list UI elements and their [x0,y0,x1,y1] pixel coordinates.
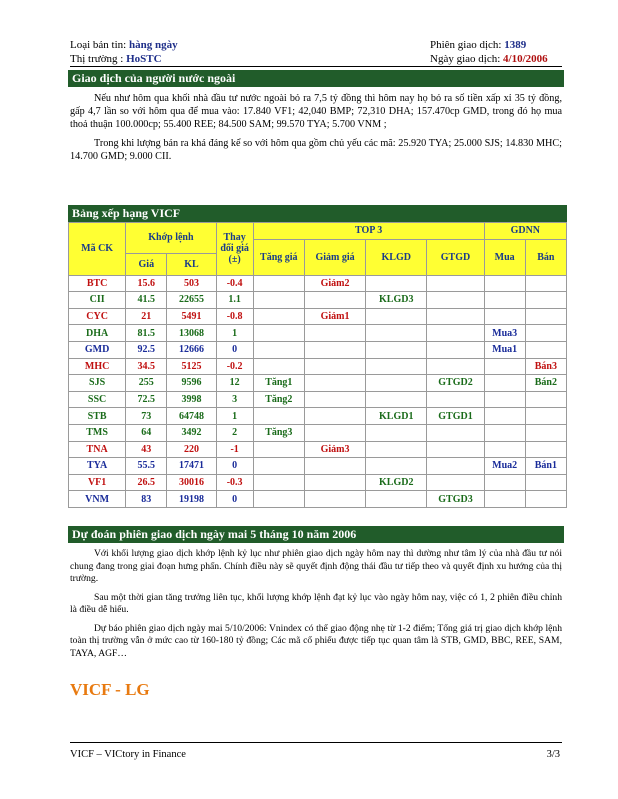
session-value: 1389 [504,39,527,51]
header-change: Thay đổi giá (±) [216,223,253,276]
table-row [69,441,567,458]
cell-vol: 5491 [167,308,216,325]
cell-code: STB [69,408,126,425]
cell-buy [484,375,525,392]
cell-gtgd [427,341,484,358]
cell-chg: 0 [216,458,253,475]
cell-code: CYC [69,308,126,325]
cell-vol: 17471 [167,458,216,475]
cell-klgd [366,424,427,441]
cell-sell: Bán1 [525,458,566,475]
cell-gtgd [427,424,484,441]
header-buy: Mua [484,239,525,275]
paragraph: Dự báo phiên giao dịch ngày mai 5/10/2006: Vnindex có thể giao động nhẹ từ 1-2 điểm; Tổng giá trị giao dịch khớp lệnh toàn thị trường vẫn ở mức cao từ 160-180 tỷ đồng; Các mã cổ phiếu được tiếp tục quan tâm là STB, GMD, BBC, REE, SAM, TAYA, AGF… [70,622,562,659]
footer [70,749,560,760]
table-row [69,341,567,358]
cell-price: 72.5 [126,391,167,408]
section-title-forecast: Dự đoán phiên giao dịch ngày mai 5 tháng 10 năm 2006 [68,526,564,543]
bulletin-label: Loại bản tin: [70,39,127,51]
cell-code: TNA [69,441,126,458]
cell-price: 26.5 [126,474,167,491]
cell-down [304,325,365,342]
cell-sell [525,491,566,508]
table-row [69,458,567,475]
table-row [69,275,567,292]
cell-down: Giảm2 [304,275,365,292]
header-down: Giảm giá [304,239,365,275]
cell-klgd [366,441,427,458]
cell-vol: 64748 [167,408,216,425]
cell-code: TYA [69,458,126,475]
cell-sell: Bán3 [525,358,566,375]
cell-down [304,408,365,425]
cell-gtgd [427,474,484,491]
table-row [69,474,567,491]
cell-buy [484,275,525,292]
cell-code: SJS [69,375,126,392]
footer-brand: VICF – VICtory in Finance [70,749,186,760]
cell-klgd: KLGD1 [366,408,427,425]
table-row [69,308,567,325]
cell-gtgd: GTGD1 [427,408,484,425]
cell-price: 73 [126,408,167,425]
cell-up: Tăng2 [253,391,304,408]
section-title-ranking: Bảng xếp hạng VICF [68,205,567,222]
cell-klgd [366,375,427,392]
cell-sell [525,325,566,342]
bulletin-value: hàng ngày [128,39,178,51]
cell-price: 21 [126,308,167,325]
header-code: Mã CK [69,223,126,276]
cell-chg: 1.1 [216,292,253,309]
paragraph: Trong khi lượng bán ra khá đáng kể so với hôm qua gồm chủ yếu các mã: 25.920 TYA; 25.000 SJS; 14.830 MHC; 14.700 GMD; 9.000 CII. [70,138,562,162]
table-row [69,375,567,392]
date-label: Ngày giao dịch: [430,53,501,65]
cell-down [304,292,365,309]
cell-chg: 0 [216,491,253,508]
header-up: Tăng giá [253,239,304,275]
cell-up [253,441,304,458]
cell-gtgd [427,441,484,458]
date-value: 4/10/2006 [503,53,548,65]
date-info [430,52,548,66]
paragraph: Sau một thời gian tăng trưởng liên tục, khối lượng khớp lệnh đạt kỷ lục vào ngày hôm nay, việc có 1, 2 phiên điều chỉnh là điều dễ hiểu. [70,591,562,615]
ranking-table [68,222,567,508]
cell-up [253,491,304,508]
cell-gtgd [427,325,484,342]
cell-buy: Mua1 [484,341,525,358]
cell-price: 255 [126,375,167,392]
table-row [69,424,567,441]
cell-price: 92.5 [126,341,167,358]
header-line-1 [70,38,558,52]
cell-klgd: KLGD2 [366,474,427,491]
table-row [69,408,567,425]
cell-buy [484,441,525,458]
cell-sell [525,424,566,441]
cell-gtgd: GTGD3 [427,491,484,508]
vicf-logo-text: VICF - LG [70,680,150,699]
cell-buy [484,292,525,309]
table-row [69,491,567,508]
cell-vol: 30016 [167,474,216,491]
cell-price: 34.5 [126,358,167,375]
cell-down [304,391,365,408]
cell-vol: 503 [167,275,216,292]
header-vol: KL [167,253,216,275]
cell-code: DHA [69,325,126,342]
cell-price: 55.5 [126,458,167,475]
cell-buy [484,491,525,508]
header-rule [70,66,562,67]
header-price: Giá [126,253,167,275]
cell-vol: 9596 [167,375,216,392]
page-number: 3/3 [546,749,560,760]
cell-vol: 220 [167,441,216,458]
cell-klgd [366,275,427,292]
cell-chg: -1 [216,441,253,458]
cell-klgd [366,308,427,325]
cell-sell [525,408,566,425]
cell-chg: -0.3 [216,474,253,491]
cell-klgd [366,458,427,475]
cell-code: MHC [69,358,126,375]
cell-up [253,474,304,491]
header-gtgd: GTGD [427,239,484,275]
cell-down [304,341,365,358]
market-label: Thị trường : [70,53,124,65]
cell-sell: Bán2 [525,375,566,392]
cell-klgd [366,341,427,358]
cell-klgd [366,391,427,408]
header-gdnn: GDNN [484,223,566,240]
cell-buy [484,358,525,375]
cell-down [304,474,365,491]
cell-up: Tăng1 [253,375,304,392]
cell-gtgd [427,391,484,408]
cell-sell [525,292,566,309]
cell-code: TMS [69,424,126,441]
cell-down [304,375,365,392]
table-row [69,292,567,309]
cell-buy [484,424,525,441]
table-row [69,391,567,408]
cell-klgd [366,491,427,508]
cell-sell [525,474,566,491]
table-row [69,358,567,375]
cell-sell [525,275,566,292]
cell-down: Giảm3 [304,441,365,458]
cell-sell [525,308,566,325]
cell-chg: -0.8 [216,308,253,325]
market-value: HoSTC [126,53,162,65]
cell-gtgd [427,275,484,292]
cell-gtgd [427,358,484,375]
cell-up [253,408,304,425]
cell-buy: Mua3 [484,325,525,342]
cell-code: GMD [69,341,126,358]
cell-gtgd: GTGD2 [427,375,484,392]
cell-vol: 3492 [167,424,216,441]
cell-chg: 2 [216,424,253,441]
cell-code: BTC [69,275,126,292]
cell-up [253,275,304,292]
cell-up [253,292,304,309]
cell-vol: 12666 [167,341,216,358]
cell-buy: Mua2 [484,458,525,475]
cell-code: SSC [69,391,126,408]
cell-buy [484,408,525,425]
cell-buy [484,308,525,325]
cell-buy [484,474,525,491]
paragraph: Với khối lượng giao dịch khớp lệnh kỷ lục như phiên giao dịch ngày hôm nay thì dường như tâm lý của nhà đầu tư nói chung đang trong giai đoạn hưng phấn. Chính điều này sẽ quyết định động thái đầu tư tiếp theo và quyết định xu hướng của thị trường. [70,548,562,584]
cell-chg: 1 [216,408,253,425]
table-row [69,325,567,342]
cell-code: VNM [69,491,126,508]
cell-up [253,308,304,325]
cell-sell [525,391,566,408]
header-klgd: KLGD [366,239,427,275]
cell-chg: 0 [216,341,253,358]
cell-price: 41.5 [126,292,167,309]
cell-buy [484,391,525,408]
session-info [430,38,526,52]
cell-down [304,424,365,441]
cell-sell [525,341,566,358]
cell-up [253,341,304,358]
cell-chg: -0.4 [216,275,253,292]
cell-up [253,358,304,375]
cell-vol: 5125 [167,358,216,375]
cell-vol: 22655 [167,292,216,309]
cell-chg: -0.2 [216,358,253,375]
footer-rule [70,742,562,743]
cell-price: 64 [126,424,167,441]
section-foreign-trading-body [70,92,562,169]
paragraph: Nếu như hôm qua khối nhà đầu tư nước ngoài bỏ ra 7,5 tỷ đồng thì hôm nay họ bỏ ra số tiền xấp xỉ 35 tỷ đồng, gấp 4,7 lần so với hôm qua để mua vào: 17.840 VF1; 42,040 BMP; 72,310 DHA; 157.470cp GMD, trong đó họ mua thoả thuận 100.000cp; 55.400 REE; 84.500 SAM; 99.570 TYA; 5.700 VNM ; [70,93,562,130]
cell-down [304,358,365,375]
header-match: Khớp lệnh [126,223,216,254]
cell-chg: 1 [216,325,253,342]
cell-price: 15.6 [126,275,167,292]
cell-down [304,458,365,475]
section-forecast-body [70,548,562,666]
cell-gtgd [427,292,484,309]
section-title-foreign-trading: Giao dịch của người nước ngoài [68,70,564,87]
cell-price: 81.5 [126,325,167,342]
cell-klgd: KLGD3 [366,292,427,309]
cell-down [304,491,365,508]
header-top3: TOP 3 [253,223,484,240]
cell-klgd [366,358,427,375]
cell-vol: 19198 [167,491,216,508]
session-label: Phiên giao dịch: [430,39,502,51]
cell-code: VF1 [69,474,126,491]
header-sell: Bán [525,239,566,275]
header-line-2 [70,52,558,66]
ranking-rows [69,275,567,507]
cell-gtgd [427,308,484,325]
cell-price: 83 [126,491,167,508]
cell-up: Tăng3 [253,424,304,441]
cell-gtgd [427,458,484,475]
cell-price: 43 [126,441,167,458]
cell-down: Giảm1 [304,308,365,325]
cell-sell [525,441,566,458]
cell-up [253,325,304,342]
cell-vol: 3998 [167,391,216,408]
cell-chg: 3 [216,391,253,408]
cell-code: CII [69,292,126,309]
cell-chg: 12 [216,375,253,392]
cell-klgd [366,325,427,342]
cell-vol: 13068 [167,325,216,342]
cell-up [253,458,304,475]
